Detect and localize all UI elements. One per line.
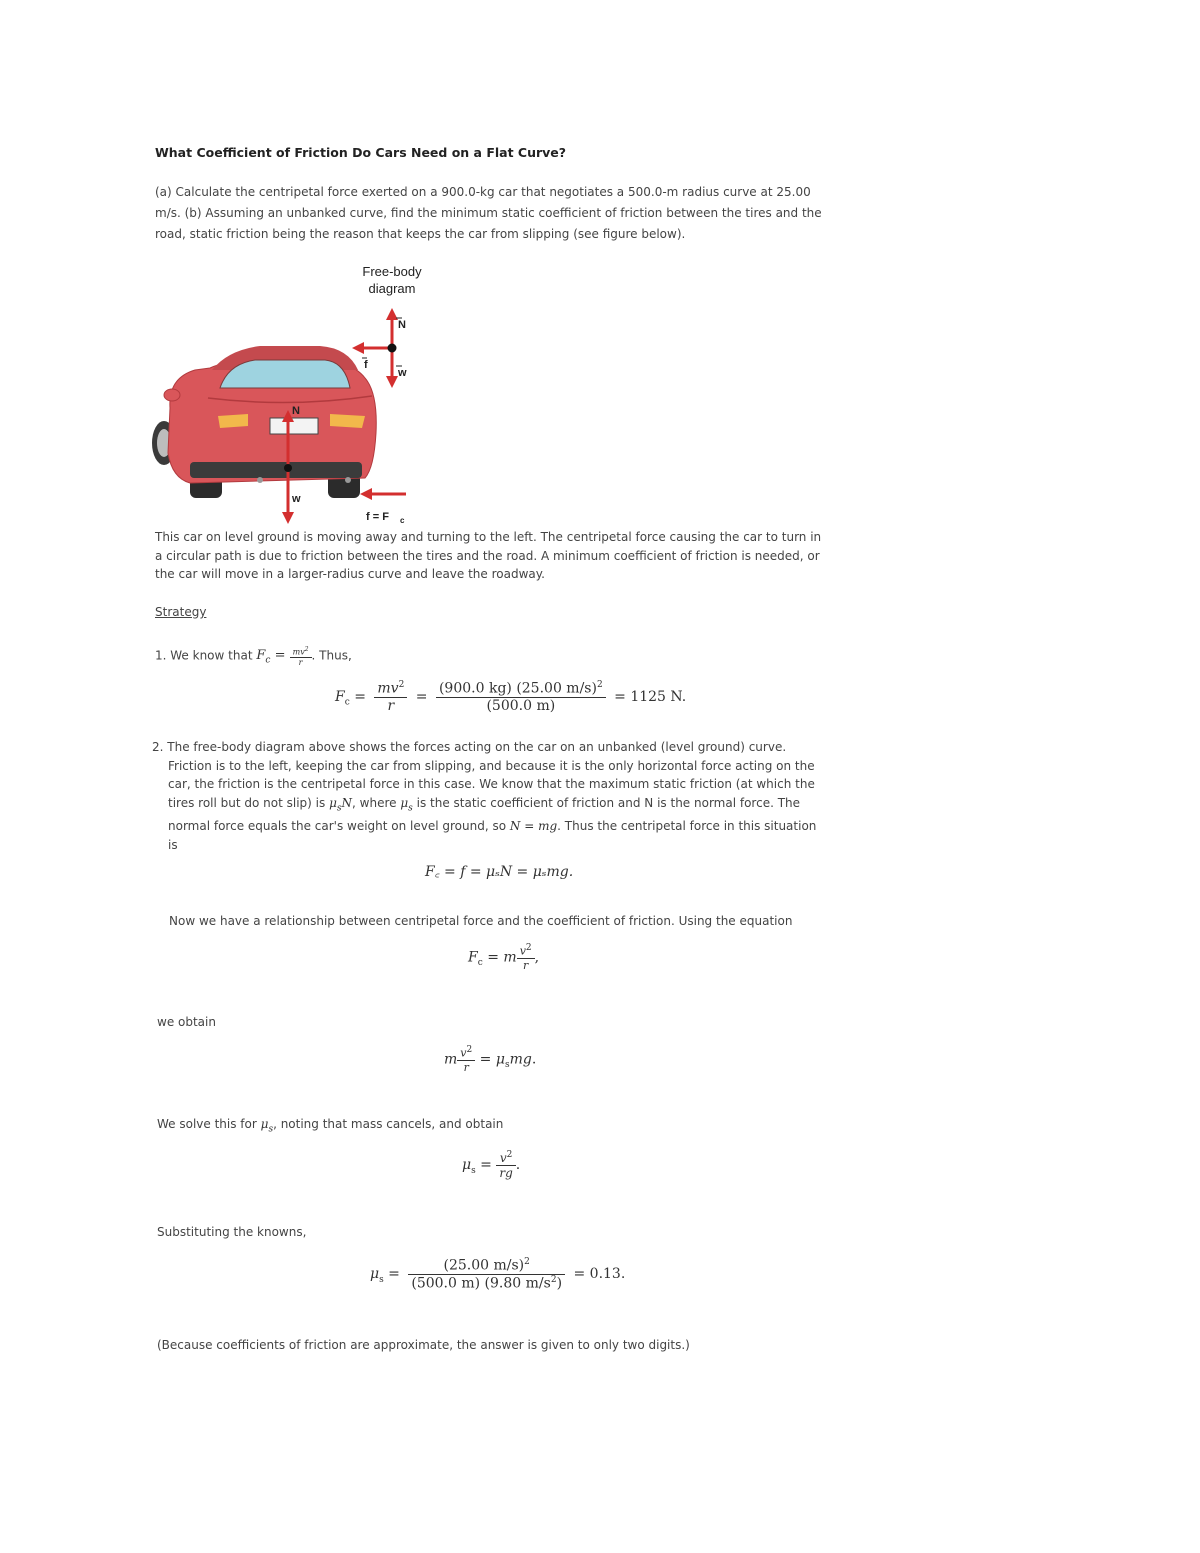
step-1-prefix: 1. We know that <box>155 648 253 663</box>
car-label-w: w <box>292 493 301 505</box>
footnote: (Because coefficients of friction are approximate, the answer is given to only two digits.) <box>157 1338 690 1352</box>
equation-balance: m $\frac{v^2}{r}$ = $\mu_smg$. <box>444 1045 537 1074</box>
car-label-f-eq: f = F <box>366 511 389 523</box>
equation-friction-force: F꜀ = f = μₛN = μₛmg. <box>425 864 574 880</box>
caption-line-2: a circular path is due to friction between the tires and the road. A minimum coefficient of friction is needed, or <box>155 548 820 563</box>
step-2-line-5: normal force equals the car's weight on level ground, so N = mg. Thus the centripetal force in this situation <box>168 819 817 834</box>
caption-line-3: the car will move in a larger-radius curve and leave the roadway. <box>155 567 545 581</box>
eq1-denominator: (500.0 m) <box>486 697 556 714</box>
text-substituting: Substituting the knowns, <box>157 1225 307 1239</box>
fbd-label-w: w <box>398 367 407 379</box>
equation-centripetal-force: $F_c$ = $\frac{mv^2}{r}$ = $\frac{(900.0 kg) (25.00 m/s)^2}{(500.0 m)}$ = 1125 N. <box>335 680 687 714</box>
eq6-numerator: (25.00 m/s) <box>443 1257 525 1274</box>
step-2-line-2: Friction is to the left, keeping the car from slipping, and because it is the only horizontal force acting on the <box>168 758 815 773</box>
car-label-n: N <box>292 405 300 417</box>
car-illustration <box>152 346 376 498</box>
equation-mu-solution: $\mu_s$ = $\frac{v^2}{rg}$ . <box>462 1150 521 1180</box>
step-1-suffix: . Thus, <box>311 648 352 663</box>
eq1-result: = 1125 N. <box>614 688 687 705</box>
step-2-line-3: car, the friction is the centripetal force in this case. We know that the maximum static friction (at which the <box>168 777 815 791</box>
text-we-obtain: we obtain <box>157 1015 216 1029</box>
problem-line-1: (a) Calculate the centripetal force exerted on a 900.0-kg car that negotiates a 500.0-m radius curve at 25.00 <box>155 185 811 199</box>
step-2 <box>152 738 857 854</box>
equation-centripetal-definition: $F_c = m$ $\frac{v^2}{r}$ , <box>468 943 540 972</box>
text-solve: We solve this for $\mu_s$, noting that mass cancels, and obtain <box>157 1117 504 1135</box>
caption-line-1: This car on level ground is moving away and turning to the left. The centripetal force causing the car to turn in <box>155 530 822 544</box>
eq1-numerator: (900.0 kg) (25.00 m/s) <box>438 680 597 697</box>
step-2-line-1: 2. The free-body diagram above shows the forces acting on the car on an unbanked (level ground) curve. <box>152 740 787 754</box>
fbd-label-f: f <box>364 359 368 371</box>
eq6-result: = 0.13. <box>573 1266 626 1283</box>
equation-final-value: $\mu_s$ = $\frac{(25.00 m/s)^2}{(500.0 m) (9.80 m/s^2)}$ = 0.13. <box>370 1257 626 1292</box>
eq6-denominator: (500.0 m) (9.80 m/s <box>411 1275 551 1292</box>
strategy-heading[interactable]: Strategy <box>155 605 207 619</box>
car-figure <box>150 258 440 530</box>
car-center-point <box>284 464 292 472</box>
fbd-label-n: N <box>398 319 406 331</box>
step-2-line-4: tires roll but do not slip) is $\mu_sN$, where $\mu_s$ is the static coefficient of friction and N is the normal force. The <box>168 795 801 813</box>
problem-line-2: m/s. (b) Assuming an unbanked curve, find the minimum static coefficient of friction between the tires and the <box>155 206 822 220</box>
step-1: 1. We know that $F_c$ = $\frac{mv^2}{r}$ . Thus, <box>155 646 352 667</box>
fbd-title-line2: diagram <box>368 281 416 296</box>
step-2-line-6: is <box>168 837 178 852</box>
problem-statement <box>155 182 855 245</box>
eq1-lhs: F <box>335 688 345 705</box>
text-now-relationship: Now we have a relationship between centripetal force and the coefficient of friction. Using the equation <box>169 914 793 928</box>
figure-caption <box>155 528 855 584</box>
car-label-f-eq-sub: c <box>400 516 405 525</box>
page-title: What Coefficient of Friction Do Cars Need on a Flat Curve? <box>155 145 567 160</box>
problem-line-3: road, static friction being the reason that keeps the car from slipping (see figure below). <box>155 227 686 241</box>
fbd-title-line1: Free-body <box>362 264 422 279</box>
fbd-point <box>388 344 397 353</box>
